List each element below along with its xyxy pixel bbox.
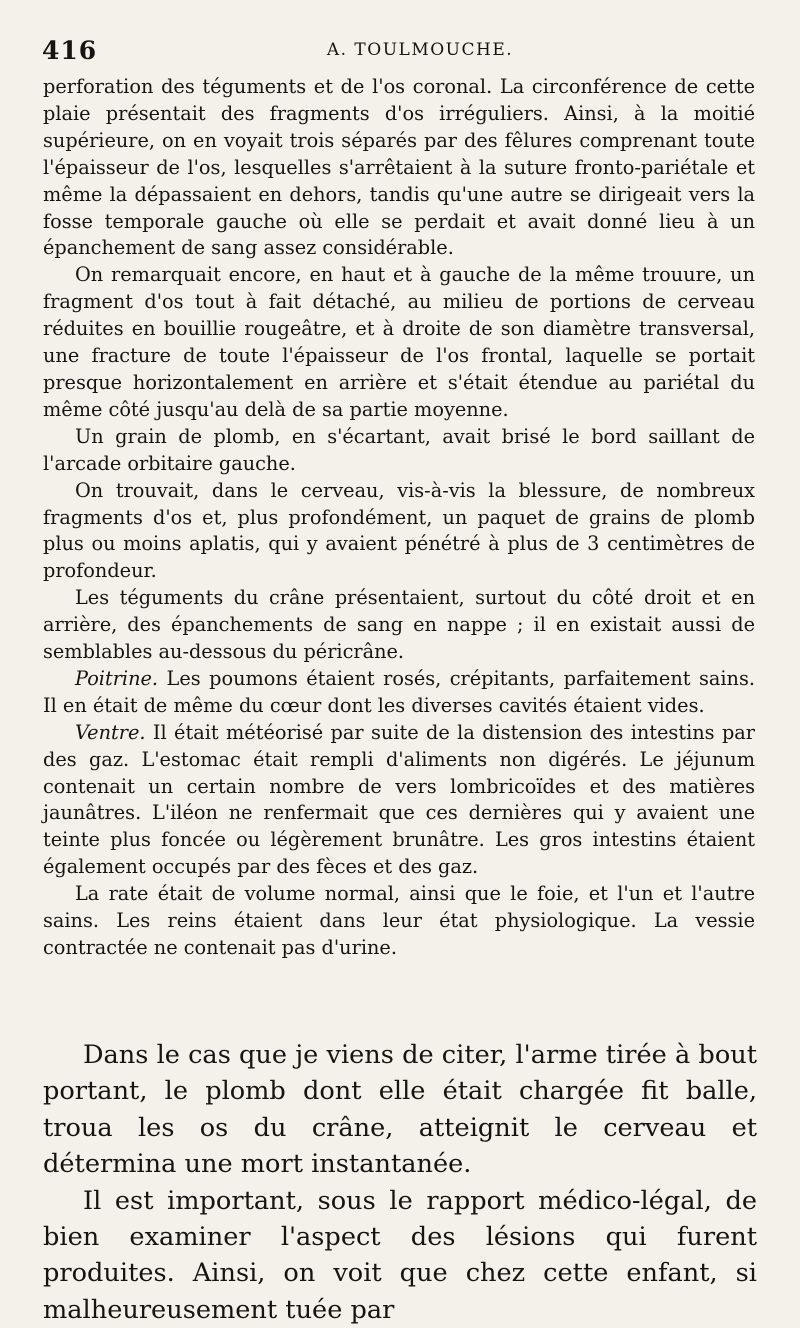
paragraph: Il est important, sous le rapport médico-légal, de bien examiner l'aspect des lésions qui furent produites. Ainsi, on voit que chez cette enfant, si malheureusement tuée par xyxy=(43,1185,757,1325)
paragraph: Dans le cas que je viens de citer, l'arme tirée à bout portant, le plomb dont elle était chargée fit balle, troua les os du crâne, atteignit le cerveau et détermina une mort instantanée. xyxy=(43,1040,757,1180)
paragraph: perforation des téguments et de l'os coronal. La circonférence de cette plaie présentait des fragments d'os irréguliers. Ainsi, à la moitié supérieure, on en voyait trois séparés par des fêlures comprenant toute l'épaisseur de l'os, lesquelles s'arrêtaient à la suture fronto-pariétale et même la dépassaient en dehors, tandis qu'une autre se dirigeait vers la fosse temporale gauche où elle se perdait et avait donné lieu à un épanchement de sang assez considérable. xyxy=(43,75,755,260)
paragraph: On trouvait, dans le cerveau, vis-à-vis la blessure, de nombreux fragments d'os et, plus profondément, un paquet de grains de plomb plus ou moins aplatis, qui y avaient pénétré à plus de 3 centimètres de profondeur. xyxy=(43,478,755,583)
paragraph: Les téguments du crâne présentaient, surtout du côté droit et en arrière, des épanchements de sang en nappe ; il en existait aussi de semblables au-dessous du péricrâne. xyxy=(43,586,755,664)
section-lead: Ventre. xyxy=(75,720,146,744)
paragraph-ventre: Ventre. Il était météorisé par suite de la distension des intestins par des gaz. L'estomac était rempli d'aliments non digérés. Le jéjunum contenait un certain nombre de vers lombricoïdes et des matières jaunâtres. L'iléon ne renfermait que ces dernières qui y avaient une teinte plus foncée ou légèrement brunâtre. Les gros intestins étaient également occupés par des fèces et des gaz. xyxy=(43,720,755,879)
paragraph: La rate était de volume normal, ainsi que le foie, et l'un et l'autre sains. Les reins étaient dans leur état physiologique. La vessie contractée ne contenait pas d'urine. xyxy=(43,882,755,959)
page-number: 416 xyxy=(42,36,98,65)
paragraph: On remarquait encore, en haut et à gauche de la même trouure, un fragment d'os tout à fait détaché, au milieu de portions de cerveau réduites en bouillie rougeâtre, et à droite de son diamètre transversal, une fracture de toute l'épaisseur de l'os frontal, laquelle se portait presque horizontalement en arrière et s'était étendue au pariétal du même côté jusqu'au delà de sa partie moyenne. xyxy=(43,263,755,421)
autopsy-report-text xyxy=(43,74,755,962)
paragraph: Un grain de plomb, en s'écartant, avait brisé le bord saillant de l'arcade orbitaire gauche. xyxy=(43,424,755,475)
commentary-text xyxy=(43,1037,757,1328)
running-head: A. TOULMOUCHE. xyxy=(326,40,514,60)
paragraph-poitrine: Poitrine. Les poumons étaient rosés, crépitants, parfaitement sains. Il en était de même du cœur dont les diverses cavités étaient vides. xyxy=(43,666,755,717)
section-lead: Poitrine. xyxy=(75,666,159,690)
page-header xyxy=(42,36,758,66)
